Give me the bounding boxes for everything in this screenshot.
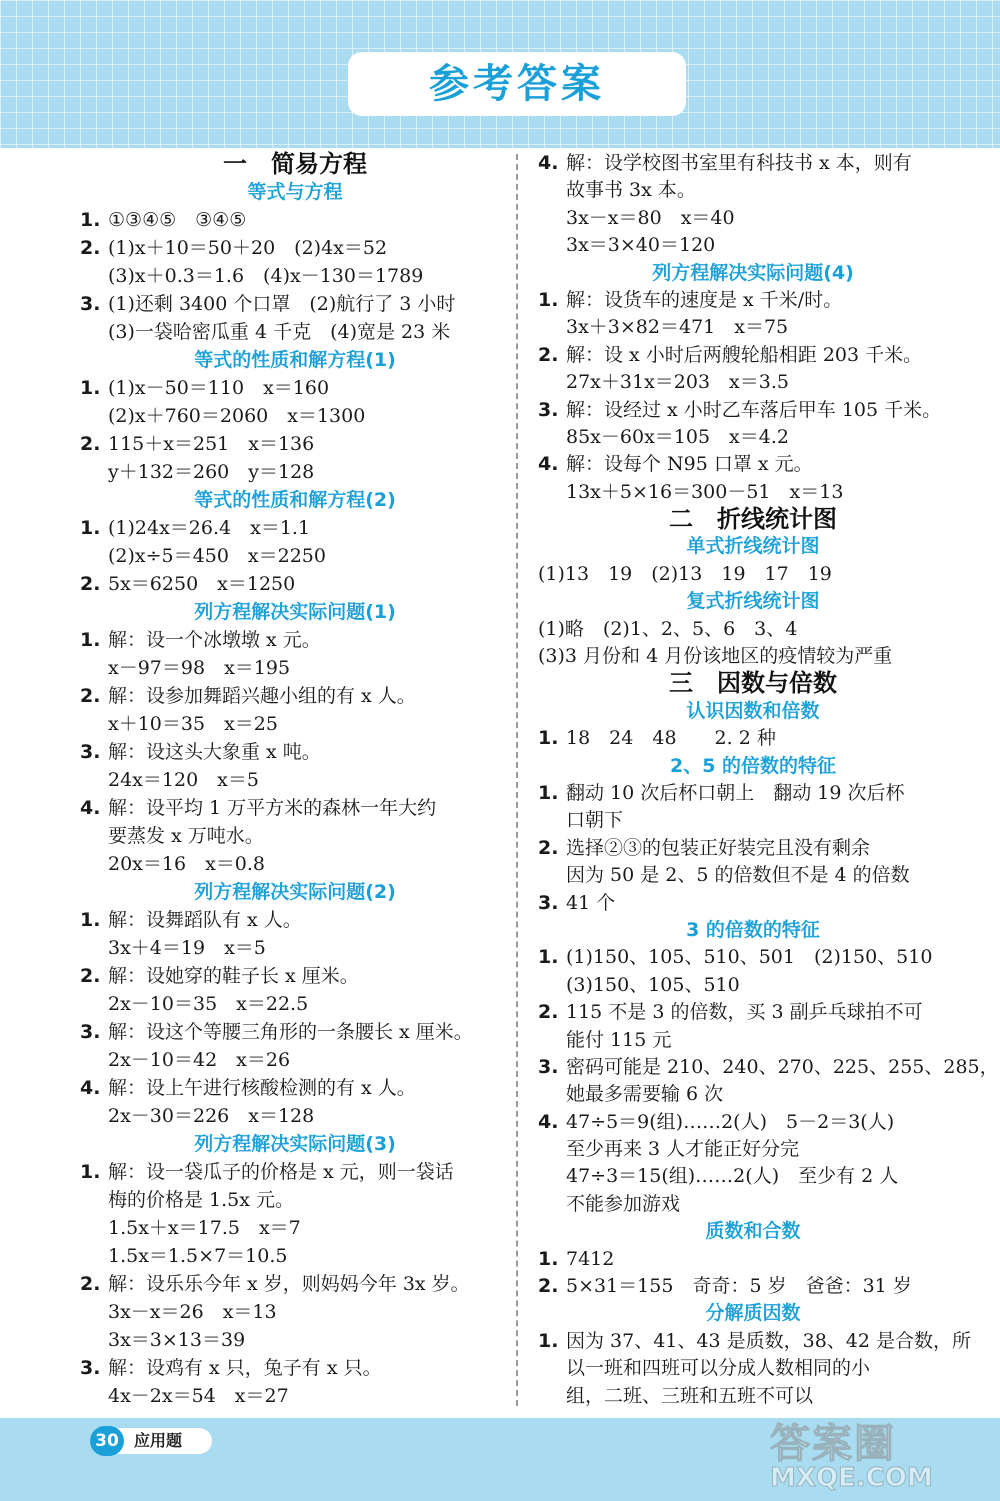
subsection-heading: 列方程解决实际问题(4)	[652, 261, 854, 284]
answer-text: 解：设一个冰墩墩 x 元。	[108, 629, 321, 651]
answer-item	[80, 206, 510, 234]
answer-continuation: 不能参加游戏	[566, 1192, 681, 1215]
column-divider	[516, 154, 518, 1406]
answer-text: 解：设平均 1 万平方米的森林一年大约	[108, 797, 437, 819]
subsection-heading: 等式的性质和解方程(2)	[194, 489, 396, 511]
answer-continuation: 85x－60x＝105 x＝4.2	[566, 425, 789, 448]
answer-text: 18 24 48 2. 2 种	[566, 727, 776, 750]
answer-continuation: (3)150、105、510	[566, 973, 740, 996]
answer-item	[538, 1328, 972, 1355]
answer-text: 解：设一袋瓜子的价格是 x 元，则一袋话	[108, 1161, 454, 1183]
answer-text: 解：设学校图书室里有科技书 x 本，则有	[566, 152, 912, 174]
question-number: 2.	[538, 836, 559, 859]
answer-text: (1)x＋10＝50＋20 (2)4x＝52	[108, 237, 388, 259]
answer-continuation: 20x＝16 x＝0.8	[108, 853, 266, 875]
answer-item	[80, 794, 510, 822]
answer-continuation: 能付 115 元	[566, 1028, 672, 1051]
answer-line: (3)3 月份和 4 月份该地区的疫情较为严重	[538, 645, 893, 668]
watermark-url: MXQE.COM	[770, 1463, 933, 1493]
subsection-heading: 质数和合数	[705, 1220, 801, 1243]
answer-continuation: 组，二班、三班和五班不可以	[566, 1384, 814, 1407]
answer-item	[80, 1018, 510, 1046]
answer-text: 解：设每个 N95 口罩 x 元。	[566, 453, 813, 476]
answer-text: 翻动 10 次后杯口朝上 翻动 19 次后杯	[566, 781, 905, 804]
answer-item	[80, 906, 510, 934]
answer-item	[80, 374, 510, 402]
question-number: 1.	[538, 288, 559, 311]
answer-continuation: y＋132＝260 y＝128	[108, 461, 315, 483]
question-number: 2.	[80, 573, 101, 595]
page-number: 30	[90, 1426, 124, 1456]
question-number: 2.	[80, 237, 101, 259]
answer-text: (1)还剩 3400 个口罩 (2)航行了 3 小时	[108, 293, 456, 315]
answer-text: 115 不是 3 的倍数，买 3 副乒乓球拍不可	[566, 1001, 923, 1024]
answer-continuation: 1.5x＝1.5×7＝10.5	[108, 1245, 288, 1267]
question-number: 1.	[80, 517, 101, 539]
question-number: 1.	[538, 781, 559, 804]
answer-line: (1)略 (2)1、2、5、6 3、4	[538, 617, 798, 640]
subsection-heading: 认识因数和倍数	[686, 699, 820, 722]
answer-item	[538, 1246, 968, 1273]
answer-text: 解：设货车的速度是 x 千米/时。	[566, 288, 843, 311]
answer-continuation: 2x－10＝42 x＝26	[108, 1049, 291, 1071]
answer-continuation: 47÷3＝15(组)……2(人) 至少有 2 人	[566, 1165, 899, 1188]
answer-continuation: 3x＋3×82＝471 x＝75	[566, 316, 789, 339]
question-number: 3.	[538, 891, 559, 914]
answer-item	[80, 290, 510, 318]
answer-continuation: 要蒸发 x 万吨水。	[108, 825, 264, 847]
answer-continuation: 3x＋4＝19 x＝5	[108, 937, 266, 959]
answer-text: 解：设这个等腰三角形的一条腰长 x 厘米。	[108, 1021, 473, 1043]
question-number: 4.	[80, 1077, 101, 1099]
subsection-heading: 列方程解决实际问题(1)	[194, 601, 396, 623]
answer-continuation: x－97＝98 x＝195	[108, 657, 291, 679]
answer-item	[80, 682, 510, 710]
header-banner	[0, 0, 1000, 148]
answer-item	[538, 725, 968, 752]
question-number: 2.	[538, 1275, 559, 1298]
answer-text: ①③④⑤ ③④⑤	[108, 209, 247, 231]
question-number: 4.	[80, 797, 101, 819]
answer-continuation: 4x－2x＝54 x＝27	[108, 1385, 289, 1407]
answer-item	[80, 626, 510, 654]
answer-item	[538, 150, 968, 177]
question-number: 4.	[538, 453, 559, 476]
answer-text: 解：设参加舞蹈兴趣小组的有 x 人。	[108, 685, 416, 707]
answer-text: 解：设 x 小时后两艘轮船相距 203 千米。	[566, 343, 923, 366]
question-number: 3.	[80, 293, 101, 315]
answer-continuation: (2)x÷5＝450 x＝2250	[108, 545, 326, 567]
answer-item	[80, 738, 510, 766]
subsection-heading: 列方程解决实际问题(3)	[194, 1133, 396, 1155]
answer-text: 47÷5＝9(组)……2(人) 5－2＝3(人)	[566, 1110, 895, 1133]
answer-continuation: 因为 50 是 2、5 的倍数但不是 4 的倍数	[566, 864, 910, 887]
question-number: 1.	[538, 1247, 559, 1270]
answer-item	[538, 944, 968, 971]
answer-text: 解：设经过 x 小时乙车落后甲车 105 千米。	[566, 398, 942, 421]
question-number: 4.	[538, 1110, 559, 1133]
answer-item	[80, 1354, 510, 1382]
subsection-heading: 列方程解决实际问题(2)	[194, 881, 396, 903]
answer-item	[538, 397, 968, 424]
section-label: 应用题	[134, 1431, 183, 1450]
question-number: 1.	[80, 209, 101, 231]
answer-text: 解：设乐乐今年 x 岁，则妈妈今年 3x 岁。	[108, 1273, 470, 1295]
question-number: 1.	[538, 727, 559, 750]
question-number: 2.	[80, 433, 101, 455]
subsection-heading: 等式与方程	[247, 181, 343, 203]
answer-continuation: (3)一袋哈密瓜重 4 千克 (4)宽是 23 米	[108, 321, 451, 343]
answer-text: (1)x－50＝110 x＝160	[108, 377, 330, 399]
question-number: 1.	[80, 377, 101, 399]
answer-item	[538, 999, 968, 1026]
answer-text: 密码可能是 210、240、270、225、255、285，	[566, 1055, 999, 1078]
answer-continuation: 3x－x＝80 x＝40	[566, 206, 735, 229]
question-number: 1.	[538, 946, 559, 969]
answer-text: 解：设舞蹈队有 x 人。	[108, 909, 302, 931]
answer-continuation: x＋10＝35 x＝25	[108, 713, 278, 735]
section-heading: 三 因数与倍数	[669, 669, 837, 698]
question-number: 2.	[538, 343, 559, 366]
answer-text: 41 个	[566, 891, 616, 914]
answer-continuation: (2)x＋760＝2060 x＝1300	[108, 405, 366, 427]
left-column	[80, 150, 510, 1410]
question-number: 3.	[538, 398, 559, 421]
answer-item	[80, 514, 510, 542]
question-number: 1.	[80, 1161, 101, 1183]
answer-line: (1)13 19 (2)13 19 17 19	[538, 562, 832, 585]
answer-continuation: 至少再来 3 人才能正好分完	[566, 1138, 800, 1161]
answer-text: 解：设这头大象重 x 吨。	[108, 741, 321, 763]
subsection-heading: 等式的性质和解方程(1)	[194, 349, 396, 371]
page-title: 参考答案	[348, 52, 686, 116]
question-number: 4.	[538, 152, 559, 174]
answer-text: 解：设鸡有 x 只，兔子有 x 只。	[108, 1357, 382, 1379]
answer-item	[538, 451, 968, 478]
subsection-heading: 分解质因数	[705, 1302, 801, 1325]
question-number: 1.	[80, 909, 101, 931]
answer-text: (1)24x＝26.4 x＝1.1	[108, 517, 311, 539]
answer-continuation: 3x＝3×40＝120	[566, 234, 716, 257]
answer-text: 因为 37、41、43 是质数，38、42 是合数，所	[566, 1329, 972, 1352]
question-number: 2.	[538, 1001, 559, 1024]
question-number: 2.	[80, 1273, 101, 1295]
answer-text: (1)150、105、510、501 (2)150、510	[566, 946, 933, 969]
question-number: 1.	[80, 629, 101, 651]
watermark-logo	[770, 1412, 992, 1498]
right-column	[538, 150, 999, 1410]
subsection-heading: 单式折线统计图	[686, 535, 820, 558]
answer-text: 解：设上午进行核酸检测的有 x 人。	[108, 1077, 416, 1099]
answer-text: 115＋x＝251 x＝136	[108, 433, 315, 455]
section-heading: 二 折线统计图	[669, 505, 837, 534]
answer-item	[538, 1054, 999, 1081]
answer-text: 选择②③的包装正好装完且没有剩余	[566, 836, 871, 859]
answer-item	[80, 430, 510, 458]
answer-text: 5×31＝155 奇奇：5 岁 爸爸：31 岁	[566, 1275, 912, 1298]
answer-item	[80, 1270, 510, 1298]
answer-continuation: 3x＝3×13＝39	[108, 1329, 246, 1351]
answer-continuation: 3x－x＝26 x＝13	[108, 1301, 277, 1323]
answer-continuation: 2x－30＝226 x＝128	[108, 1105, 315, 1127]
answer-item	[80, 1158, 510, 1186]
answer-continuation: (3)x＋0.3＝1.6 (4)x－130＝1789	[108, 265, 424, 287]
answer-item	[80, 570, 510, 598]
question-number: 1.	[538, 1329, 559, 1352]
question-number: 3.	[80, 741, 101, 763]
answer-continuation: 27x＋31x＝203 x＝3.5	[566, 371, 789, 394]
question-number: 3.	[80, 1357, 101, 1379]
answer-continuation: 1.5x＋x＝17.5 x＝7	[108, 1217, 301, 1239]
answer-continuation: 她最多需要输 6 次	[566, 1083, 724, 1106]
question-number: 2.	[80, 965, 101, 987]
answer-item	[538, 1273, 968, 1300]
section-heading: 一 简易方程	[223, 150, 367, 178]
subsection-heading: 复式折线统计图	[686, 590, 820, 613]
answer-item	[538, 287, 968, 314]
answer-continuation: 13x＋5×16＝300－51 x＝13	[566, 480, 844, 503]
question-number: 2.	[80, 685, 101, 707]
answer-continuation: 口朝下	[566, 809, 624, 832]
answer-item	[538, 342, 968, 369]
answer-item	[80, 962, 510, 990]
answer-continuation: 梅的价格是 1.5x 元。	[108, 1189, 295, 1211]
answer-text: 解：设她穿的鞋子长 x 厘米。	[108, 965, 359, 987]
answer-item	[538, 835, 968, 862]
subsection-heading: 3 的倍数的特征	[686, 918, 820, 941]
answer-item	[80, 1074, 510, 1102]
subsection-heading: 2、5 的倍数的特征	[669, 754, 837, 777]
answer-text: 7412	[566, 1247, 615, 1270]
answer-item	[538, 780, 968, 807]
answer-item	[80, 234, 510, 262]
answer-continuation: 故事书 3x 本。	[566, 179, 696, 202]
answer-continuation: 24x＝120 x＝5	[108, 769, 259, 791]
watermark-text: 答案圈	[770, 1421, 896, 1467]
answer-continuation: 2x－10＝35 x＝22.5	[108, 993, 309, 1015]
answer-text: 5x＝6250 x＝1250	[108, 573, 296, 595]
question-number: 3.	[538, 1055, 559, 1078]
answer-item	[538, 1109, 968, 1136]
answer-item	[538, 890, 968, 917]
question-number: 3.	[80, 1021, 101, 1043]
answer-continuation: 以一班和四班可以分成人数相同的小	[566, 1357, 871, 1380]
